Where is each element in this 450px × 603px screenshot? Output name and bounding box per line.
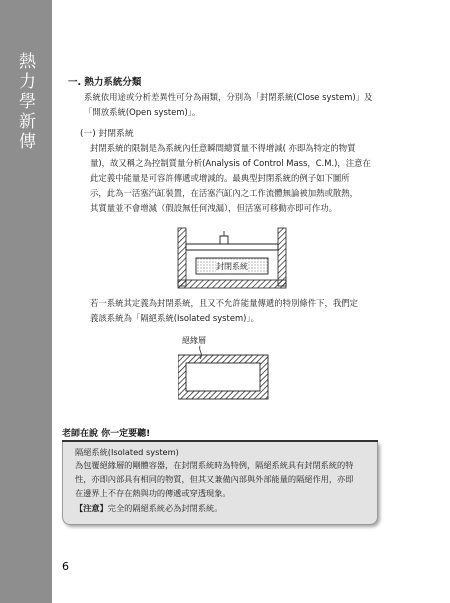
- intro-paragraph: [84, 90, 394, 120]
- isolated-system-paragraph: [90, 296, 395, 326]
- body-line: 量)，故又稱之為控制質量分析(Analysis of Control Mass，C.M.)，注意在: [90, 158, 371, 168]
- container-interior: [186, 363, 260, 391]
- body-line: 封閉系統的限制是為系統內任意瞬間總質量不得增減( 亦即為特定的物質: [90, 143, 356, 153]
- sidebar: [0, 0, 52, 603]
- cylinder-right-wall: [278, 228, 286, 286]
- diagram2-label: 絕緣層: [182, 336, 206, 345]
- callout-note: [75, 502, 371, 515]
- closed-system-paragraph: [90, 141, 395, 216]
- section-heading: 一. 熱力系統分類: [68, 77, 142, 88]
- page-number: 6: [62, 560, 69, 573]
- sidebar-title: 熱力學新傳: [15, 52, 35, 152]
- body-line: 示，此為一活塞汽缸裝置，在活塞汽缸內之工作流體無論被加熱或散熱，: [90, 188, 358, 198]
- callout-line: 性，亦即內部具有相同的物質，但其又兼備內部與外部能量的隔絕作用，亦即: [75, 474, 354, 484]
- note-text: 完全的隔絕系統必為封閉系統。: [107, 503, 223, 513]
- body-line: 其質量並不會增減（假設無任何洩漏），但活塞可移動亦即可作功。: [90, 203, 338, 213]
- isolated-line-1: 若一系統其定義為封閉系統，且又不允許能量傳遞的特別條件下，我們定: [90, 298, 358, 308]
- intro-line-2: 「開放系統(Open system)」。: [84, 107, 201, 117]
- cylinder-bottom-wall: [178, 280, 286, 288]
- callout-line: 在邊界上不存在熱與功的傳遞或穿透現象。: [75, 488, 231, 498]
- note-tag: 【注意】: [75, 503, 108, 513]
- callout-line: 為包覆絕緣層的剛體容器，在封閉系統時為特例，隔絕系統具有封閉系統的特: [75, 460, 354, 470]
- callout-title: 隔絕系統(Isolated system): [75, 447, 179, 457]
- insulated-container-diagram: [178, 333, 308, 408]
- isolated-line-2: 義該系統為「隔絕系統(Isolated system)」。: [90, 313, 259, 323]
- cylinder-left-wall: [178, 228, 186, 286]
- intro-line-1: 系統依用途或分析差異性可分為兩類，分別為「封閉系統(Close system)」及: [84, 92, 373, 102]
- sub-heading: (一) 封閉系統: [80, 129, 134, 139]
- piston: [186, 244, 278, 250]
- piston-rod: [220, 236, 228, 244]
- diagram1-label: 封閉系統: [216, 262, 248, 271]
- piston-cylinder-diagram: [176, 222, 288, 292]
- callout-header: 老師在說 你一定要聽!: [62, 429, 151, 439]
- body-line: 此定義中能量是可容許傳遞或增減的。最典型封閉系統的例子如下圖所: [90, 173, 350, 183]
- callout-box: [62, 442, 378, 525]
